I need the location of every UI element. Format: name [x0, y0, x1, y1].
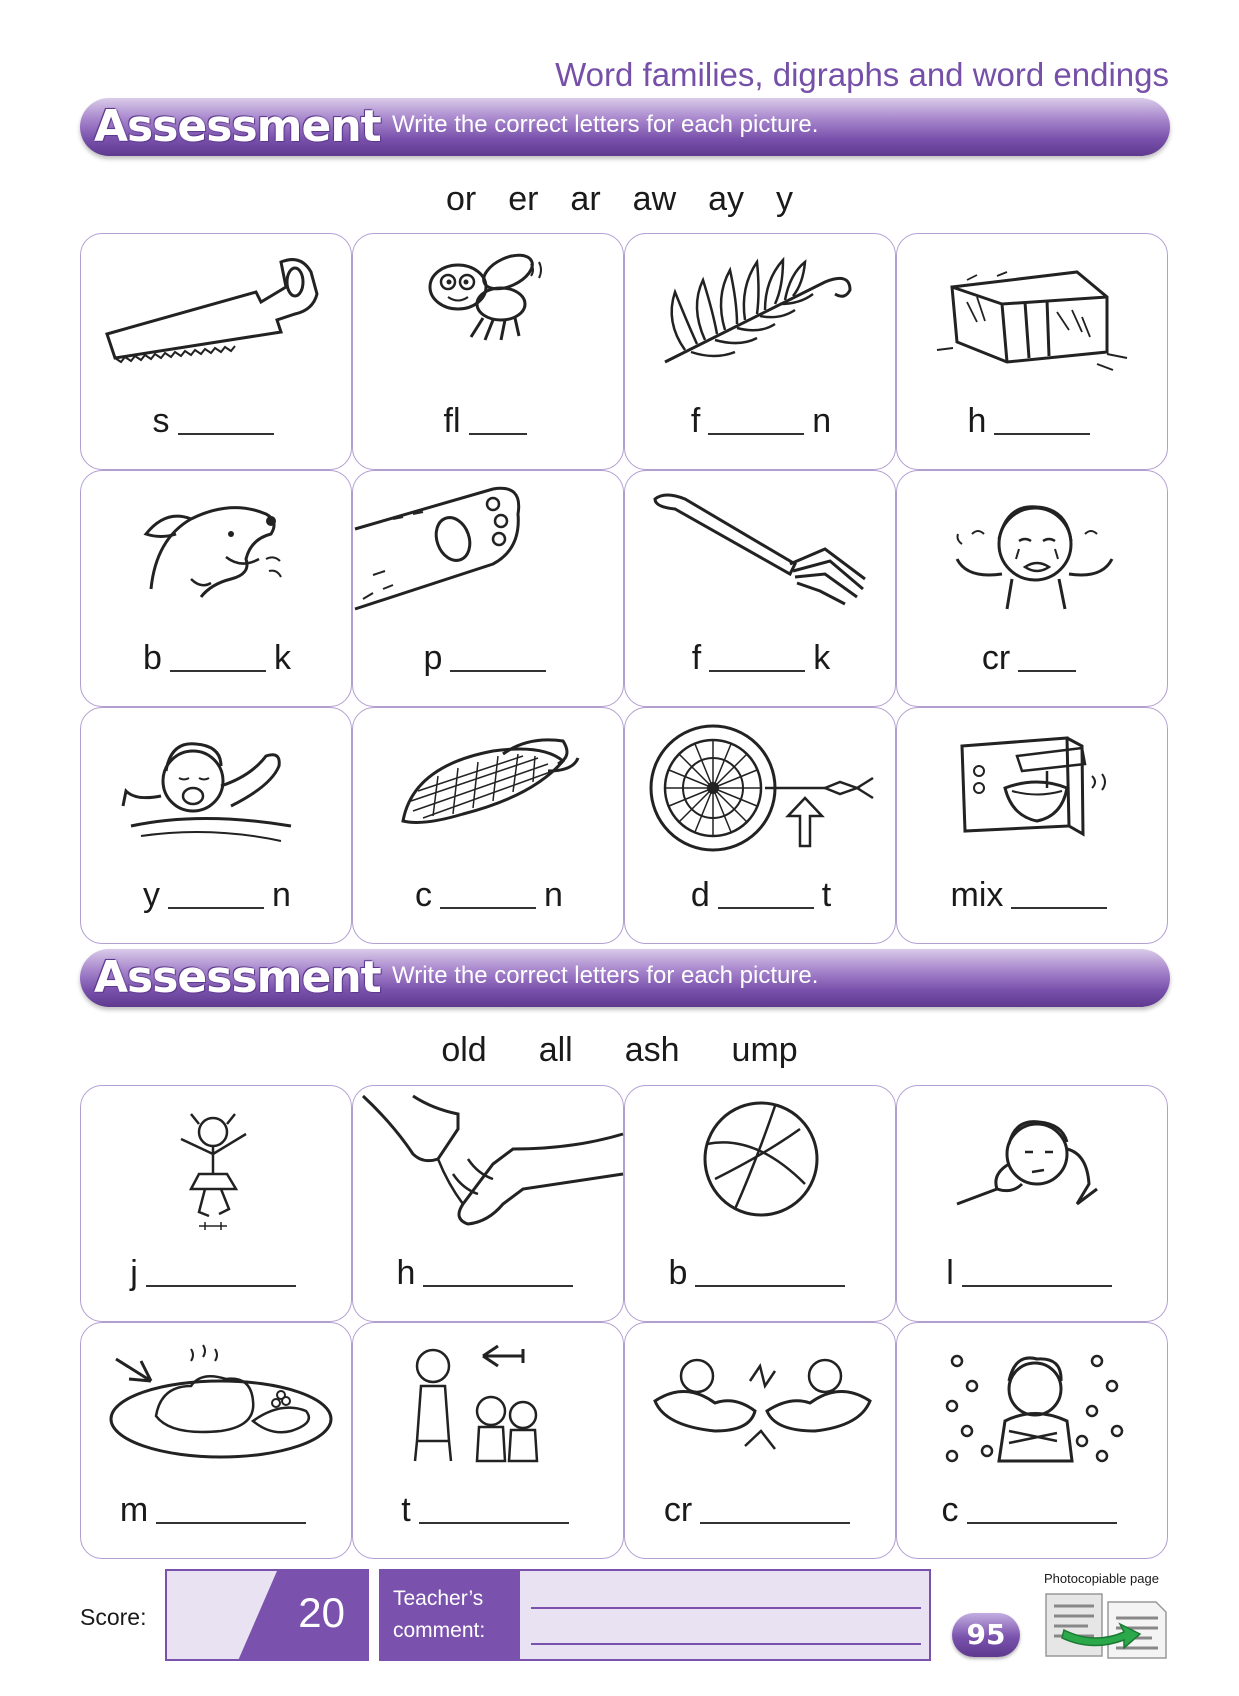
answer-line — [81, 402, 353, 441]
food-mixer-icon — [897, 716, 1169, 866]
word-bank-item: all — [538, 1031, 573, 1069]
tall-man-icon — [353, 1331, 625, 1481]
assessment-banner-1 — [80, 98, 1170, 156]
picture-card — [624, 1085, 896, 1322]
answer-line — [625, 1491, 897, 1530]
answer-line — [625, 402, 897, 441]
prefix-letters: c — [941, 1491, 959, 1529]
dartboard-icon — [625, 716, 897, 866]
picture-grid-1 — [80, 233, 1168, 944]
answer-blank[interactable] — [1011, 907, 1107, 909]
picture-card — [624, 233, 896, 470]
teacher-comment-box — [379, 1569, 931, 1661]
score-box[interactable] — [165, 1569, 369, 1661]
answer-line — [353, 1491, 625, 1530]
comment-line[interactable] — [531, 1643, 921, 1645]
prefix-letters: m — [119, 1491, 149, 1529]
saw-icon — [81, 242, 353, 392]
prefix-letters: cr — [663, 1491, 693, 1529]
answer-blank[interactable] — [695, 1285, 845, 1287]
answer-line — [81, 1491, 353, 1530]
fork-icon — [625, 479, 897, 629]
crying-girl-icon — [897, 479, 1169, 629]
word-bank-item: ump — [731, 1031, 798, 1069]
picture-card — [896, 1322, 1168, 1559]
picture-card — [80, 707, 352, 944]
suffix-letters: t — [821, 876, 832, 914]
picture-card — [80, 1085, 352, 1322]
word-bank-item: ash — [624, 1031, 680, 1069]
picture-card — [352, 1322, 624, 1559]
answer-line — [81, 639, 353, 678]
answer-line — [81, 876, 353, 915]
comment-label-line-1: Teacher’s — [393, 1587, 484, 1610]
prefix-letters: mix — [950, 876, 1004, 914]
answer-blank[interactable] — [450, 670, 546, 672]
answer-blank[interactable] — [168, 907, 264, 909]
cold-boy-icon — [897, 1331, 1169, 1481]
banner-instruction: Write the correct letters for each picture. — [392, 962, 819, 989]
banner-title: Assessment — [94, 101, 381, 152]
prefix-letters: s — [152, 402, 170, 440]
answer-line — [897, 1491, 1169, 1530]
answer-blank[interactable] — [170, 670, 266, 672]
suffix-letters: k — [813, 639, 831, 677]
word-bank-item: old — [441, 1031, 487, 1069]
prefix-letters: l — [946, 1254, 954, 1292]
answer-blank[interactable] — [423, 1285, 573, 1287]
barking-dog-icon — [81, 479, 353, 629]
prefix-letters: p — [423, 639, 443, 677]
ball-icon — [625, 1094, 897, 1244]
prefix-letters: fl — [443, 402, 461, 440]
answer-line — [353, 639, 625, 678]
answer-line — [353, 402, 625, 441]
suffix-letters: k — [273, 639, 291, 677]
mashed-potato-icon — [81, 1331, 353, 1481]
comment-line[interactable] — [531, 1607, 921, 1609]
prefix-letters: f — [691, 639, 702, 677]
answer-blank[interactable] — [718, 907, 814, 909]
answer-blank[interactable] — [146, 1285, 296, 1287]
score-total: 20 — [298, 1589, 345, 1636]
suffix-letters: n — [812, 402, 832, 440]
answer-line — [353, 1254, 625, 1293]
word-bank-1 — [0, 180, 1239, 219]
prefix-letters: c — [415, 876, 433, 914]
answer-blank[interactable] — [419, 1522, 569, 1524]
answer-line — [897, 876, 1169, 915]
crash-icon — [625, 1331, 897, 1481]
answer-blank[interactable] — [156, 1522, 306, 1524]
prefix-letters: cr — [981, 639, 1011, 677]
picture-card — [352, 470, 624, 707]
corn-icon — [353, 716, 625, 866]
answer-blank[interactable] — [178, 433, 274, 435]
fern-icon — [625, 242, 897, 392]
picture-card — [352, 1085, 624, 1322]
comment-label-cell — [381, 1571, 520, 1659]
hay-bale-icon — [897, 242, 1169, 392]
prefix-letters: f — [690, 402, 701, 440]
holding-hands-icon — [353, 1094, 625, 1244]
picture-card — [80, 470, 352, 707]
prefix-letters: t — [401, 1491, 411, 1529]
picture-card — [624, 1322, 896, 1559]
answer-blank[interactable] — [962, 1285, 1112, 1287]
score-label: Score: — [80, 1604, 147, 1630]
prefix-letters: b — [668, 1254, 688, 1292]
prefix-letters: h — [396, 1254, 416, 1292]
word-bank-2 — [0, 1031, 1239, 1070]
picture-card — [896, 233, 1168, 470]
answer-blank[interactable] — [700, 1522, 850, 1524]
answer-blank[interactable] — [440, 907, 536, 909]
suffix-letters: n — [272, 876, 291, 914]
picture-card — [352, 707, 624, 944]
jumping-girl-icon — [81, 1094, 353, 1244]
answer-blank[interactable] — [469, 433, 527, 435]
answer-line — [625, 1254, 897, 1293]
word-bank-item: aw — [632, 180, 677, 218]
prefix-letters: b — [143, 639, 162, 677]
answer-blank[interactable] — [1018, 670, 1076, 672]
answer-line — [353, 876, 625, 915]
word-bank-item: y — [776, 180, 794, 218]
assessment-banner-2 — [80, 949, 1170, 1007]
prefix-letters: d — [690, 876, 710, 914]
picture-card — [624, 707, 896, 944]
photocopy-icon — [1044, 1590, 1169, 1660]
picture-card — [352, 233, 624, 470]
banner-title: Assessment — [94, 952, 381, 1003]
page-title: Word families, digraphs and word endings — [555, 56, 1169, 93]
photocopiable-label: Photocopiable page — [1044, 1571, 1159, 1586]
answer-blank[interactable] — [708, 433, 804, 435]
banner-instruction: Write the correct letters for each picture. — [392, 111, 819, 138]
page-number: 95 — [952, 1613, 1020, 1657]
answer-line — [625, 876, 897, 915]
thinking-boy-icon — [897, 1094, 1169, 1244]
prefix-letters: h — [967, 402, 987, 440]
answer-line — [81, 1254, 353, 1293]
answer-line — [625, 639, 897, 678]
paw-icon — [353, 479, 625, 629]
comment-label-line-2: comment: — [393, 1619, 486, 1642]
picture-card — [896, 470, 1168, 707]
picture-card — [896, 1085, 1168, 1322]
picture-card — [80, 1322, 352, 1559]
picture-grid-2 — [80, 1085, 1168, 1559]
answer-line — [897, 1254, 1169, 1293]
suffix-letters: n — [544, 876, 563, 914]
answer-line — [897, 402, 1169, 441]
prefix-letters: j — [130, 1254, 138, 1292]
answer-blank[interactable] — [967, 1522, 1117, 1524]
answer-blank[interactable] — [994, 433, 1090, 435]
picture-card — [80, 233, 352, 470]
picture-card — [624, 470, 896, 707]
answer-line — [897, 639, 1169, 678]
word-bank-item: ay — [708, 180, 745, 218]
fly-icon — [353, 242, 625, 392]
answer-blank[interactable] — [709, 670, 805, 672]
yawning-boy-icon — [81, 716, 353, 866]
word-bank-item: or — [445, 180, 477, 218]
prefix-letters: y — [143, 876, 161, 914]
picture-card — [896, 707, 1168, 944]
word-bank-item: er — [508, 180, 539, 218]
word-bank-item: ar — [570, 180, 601, 218]
